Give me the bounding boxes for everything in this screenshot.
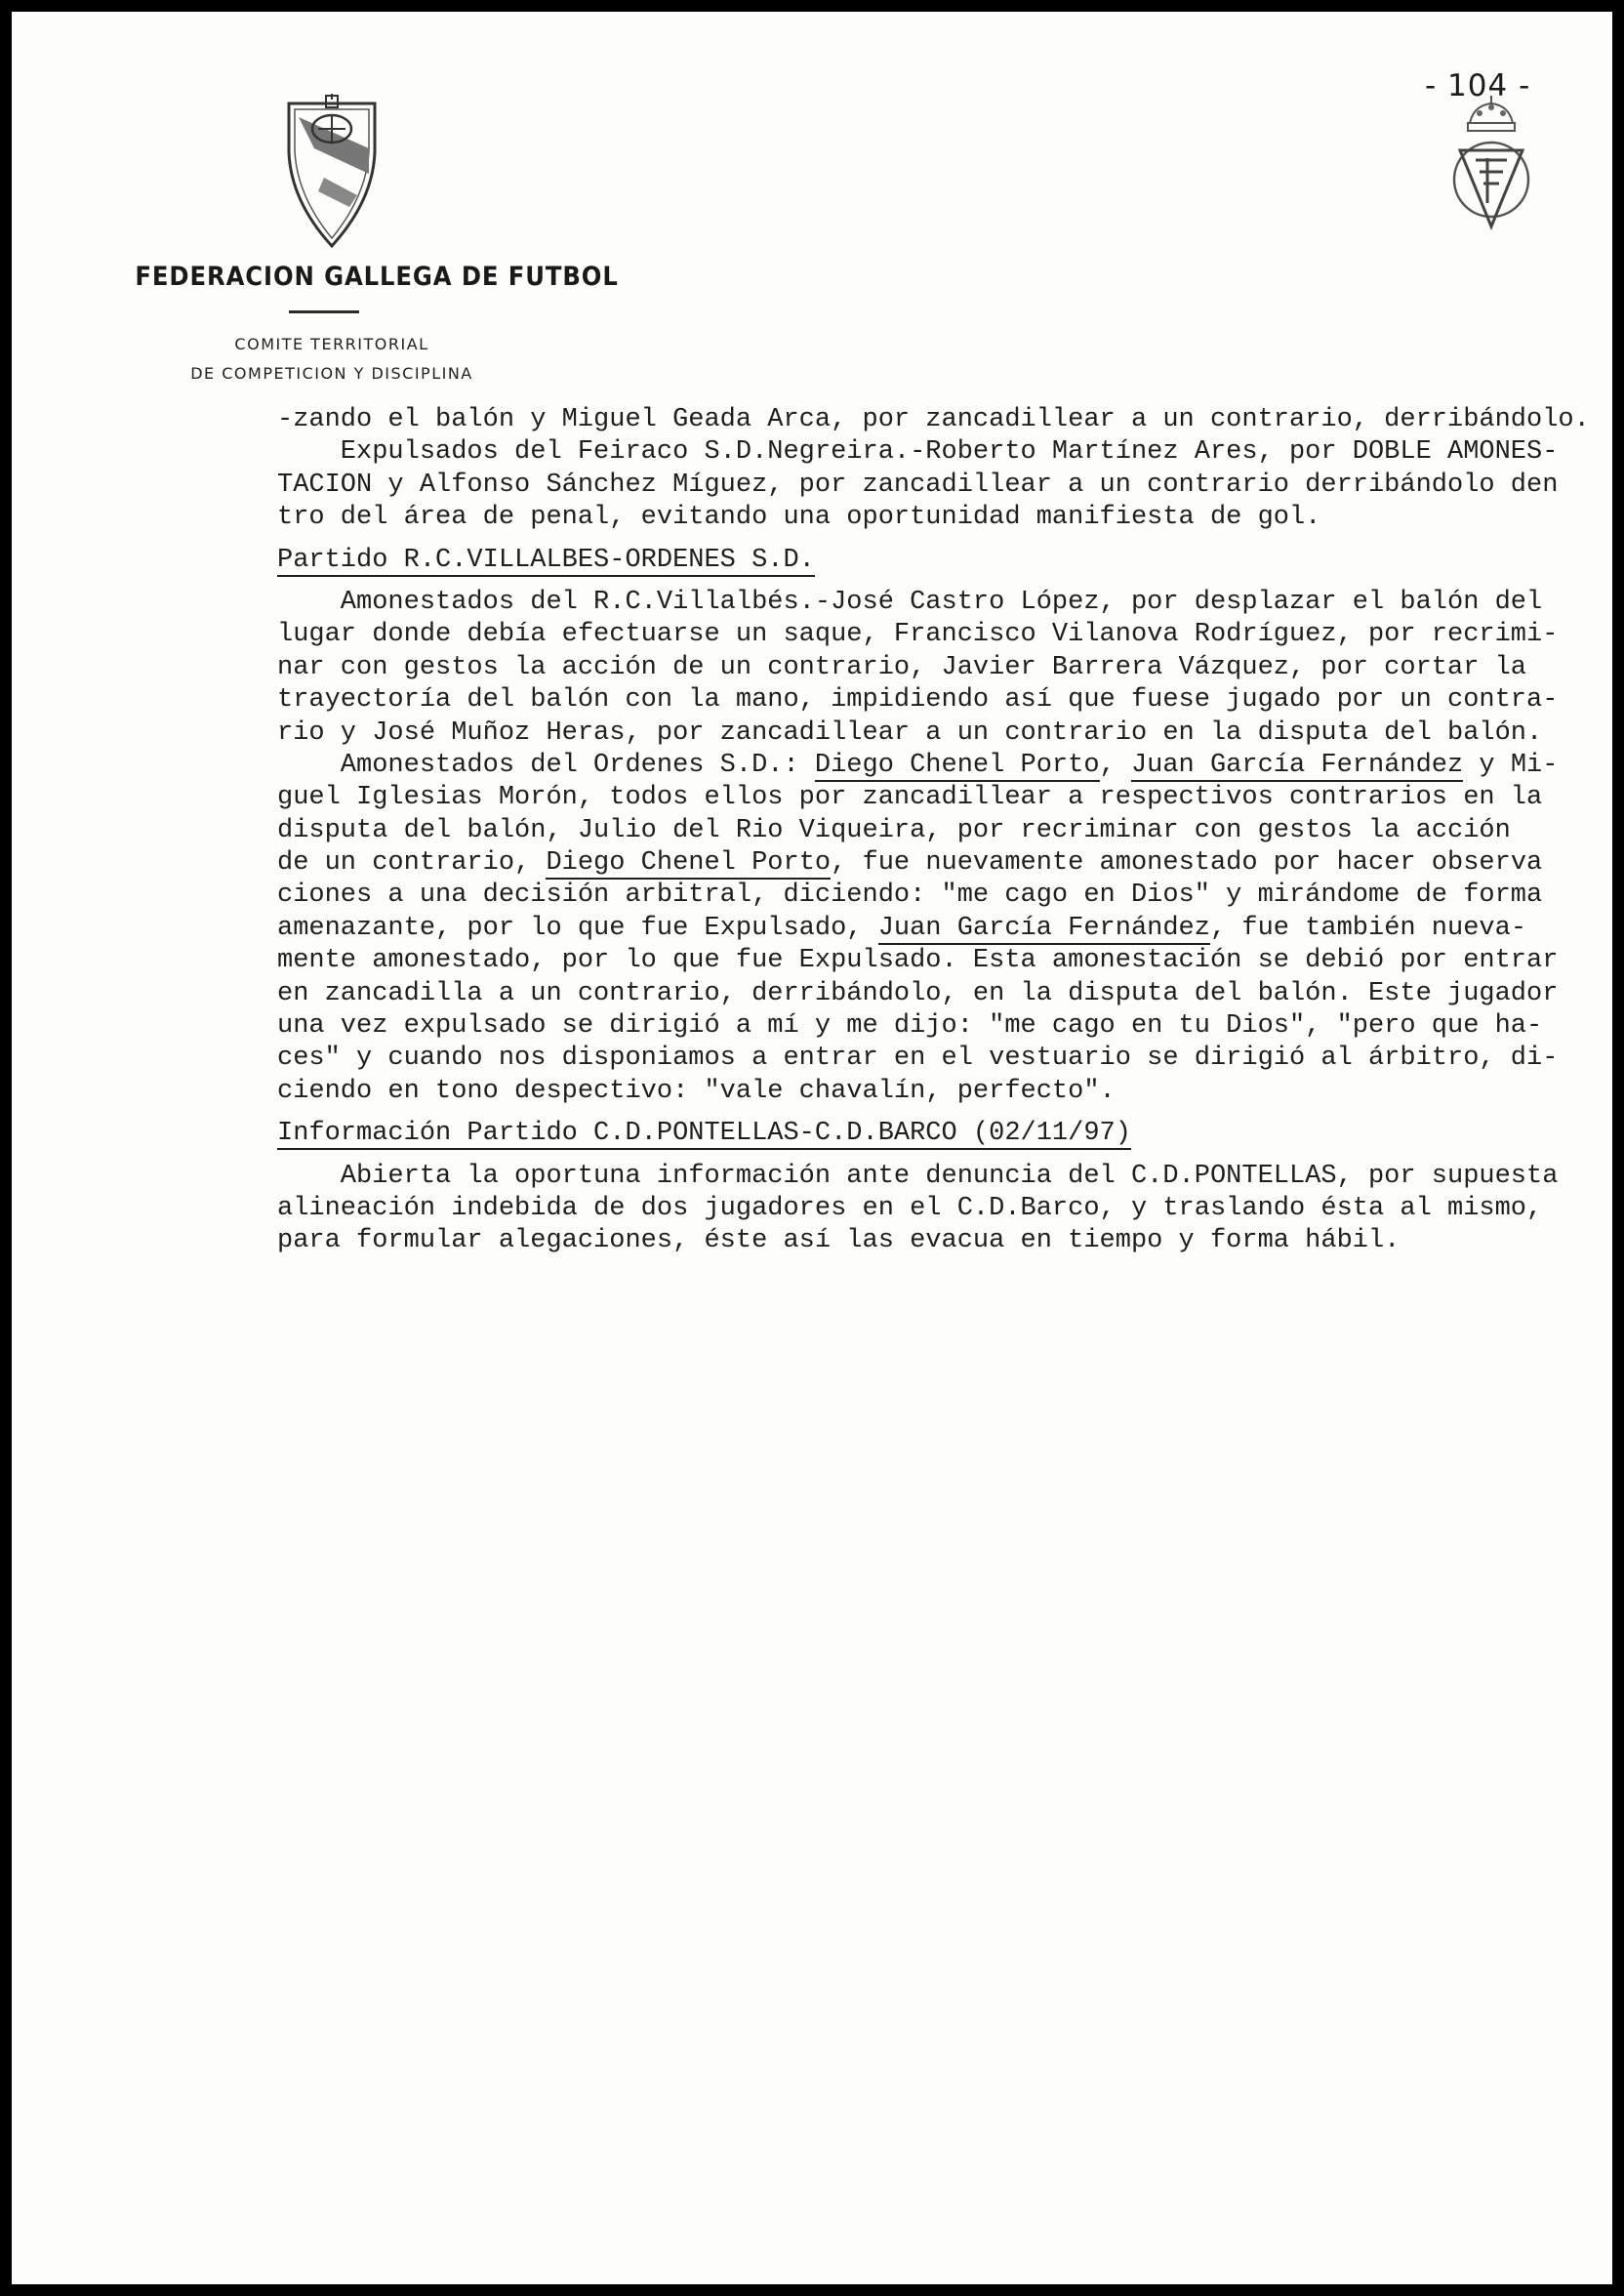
underlined-name: Diego Chenel Porto bbox=[546, 848, 832, 879]
text-line: Amonestados del R.C.Villalbés.-José Castro López, por desplazar el balón del bbox=[277, 587, 1543, 617]
committee-line-1: COMITE TERRITORIAL bbox=[234, 335, 429, 353]
document-body bbox=[277, 404, 1612, 1258]
underlined-name: Juan García Fernández bbox=[1130, 750, 1464, 780]
text-line: disputa del balón, Julio del Rio Viqueira, por recriminar con gestos la acción bbox=[277, 815, 1511, 845]
text-line: ces" y cuando nos disponiamos a entrar en el vestuario se dirigió al árbitro, di- bbox=[277, 1044, 1559, 1074]
text-segment: Amonestados del Ordenes S.D.: bbox=[277, 750, 815, 780]
text-line: guel Iglesias Morón, todos ellos por zancadillear a respectivos contrarios en la bbox=[277, 783, 1543, 813]
section-heading-villalbes bbox=[277, 545, 1612, 577]
text-line: en zancadilla a un contrario, derribándolo, en la disputa del balón. Este jugador bbox=[277, 978, 1559, 1008]
text-line: ciones a una decisión arbitral, diciendo: "me cago en Dios" y mirándome de forma bbox=[277, 881, 1543, 911]
spanish-federation-crest-icon bbox=[1444, 94, 1538, 232]
text-line: mente amonestado, por lo que fue Expulsado. Esta amonestación se debió por entrar bbox=[277, 946, 1559, 976]
text-segment: , bbox=[1099, 750, 1131, 780]
text-line: TACION y Alfonso Sánchez Míguez, por zancadillear a un contrario derribándolo den bbox=[277, 470, 1559, 500]
committee-name bbox=[127, 330, 537, 389]
paragraph-pontellas-barco bbox=[277, 1161, 1612, 1258]
text-line: para formular alegaciones, éste así las evacua en tiempo y forma hábil. bbox=[277, 1226, 1401, 1256]
text-segment: amenazante, por lo que fue Expulsado, bbox=[277, 913, 878, 943]
underlined-name: Diego Chenel Porto bbox=[814, 750, 1100, 780]
federation-name: FEDERACION GALLEGA DE FUTBOL bbox=[135, 262, 619, 292]
text-segment: y Mi- bbox=[1463, 750, 1559, 780]
text-line: lugar donde debía efectuarse un saque, Francisco Vilanova Rodríguez, por recrimi- bbox=[277, 620, 1559, 650]
text-line: alineación indebida de dos jugadores en el C.D.Barco, y traslando ésta al mismo, bbox=[277, 1193, 1543, 1223]
galician-federation-crest-icon bbox=[285, 94, 379, 248]
paragraph-expulsions bbox=[277, 404, 1612, 535]
text-line: tro del área de penal, evitando una oportunidad manifiesta de gol. bbox=[277, 503, 1321, 533]
text-segment: de un contrario, bbox=[277, 848, 547, 879]
text-line bbox=[277, 847, 1612, 880]
text-line: Expulsados del Feiraco S.D.Negreira.-Roberto Martínez Ares, por DOBLE AMONES- bbox=[277, 437, 1559, 468]
text-line: nar con gestos la acción de un contrario, Javier Barrera Vázquez, por cortar la bbox=[277, 652, 1527, 682]
text-line: -zando el balón y Miguel Geada Arca, por zancadillear a un contrario, derribándolo. bbox=[277, 405, 1590, 434]
text-line: rio y José Muñoz Heras, por zancadillear a un contrario en la disputa del balón. bbox=[277, 718, 1543, 748]
title-divider bbox=[289, 310, 359, 313]
heading-text: Partido R.C.VILLALBES-ORDENES S.D. bbox=[277, 545, 815, 575]
text-segment: , fue también nueva- bbox=[1209, 913, 1527, 943]
document-page bbox=[12, 12, 1612, 2284]
committee-line-2: DE COMPETICION Y DISCIPLINA bbox=[190, 364, 473, 383]
page-number: - 104 - bbox=[1425, 68, 1531, 103]
text-line: trayectoría del balón con la mano, impidiendo así que fuese jugado por un contra- bbox=[277, 685, 1559, 716]
text-line bbox=[277, 913, 1612, 945]
text-line: una vez expulsado se dirigió a mí y me dijo: "me cago en tu Dios", "pero que ha- bbox=[277, 1011, 1543, 1042]
text-segment: , fue nuevamente amonestado por hacer observa bbox=[831, 848, 1543, 879]
underlined-name: Juan García Fernández bbox=[877, 913, 1210, 943]
text-line: ciendo en tono despectivo: "vale chavalín, perfecto". bbox=[277, 1076, 1116, 1106]
text-line: Abierta la oportuna información ante denuncia del C.D.PONTELLAS, por supuesta bbox=[277, 1161, 1559, 1191]
text-line bbox=[277, 750, 1612, 782]
section-heading-pontellas bbox=[277, 1118, 1612, 1150]
heading-text: Información Partido C.D.PONTELLAS-C.D.BARCO (02/11/97) bbox=[277, 1119, 1131, 1149]
paragraph-villalbes-ordenes bbox=[277, 587, 1612, 1108]
